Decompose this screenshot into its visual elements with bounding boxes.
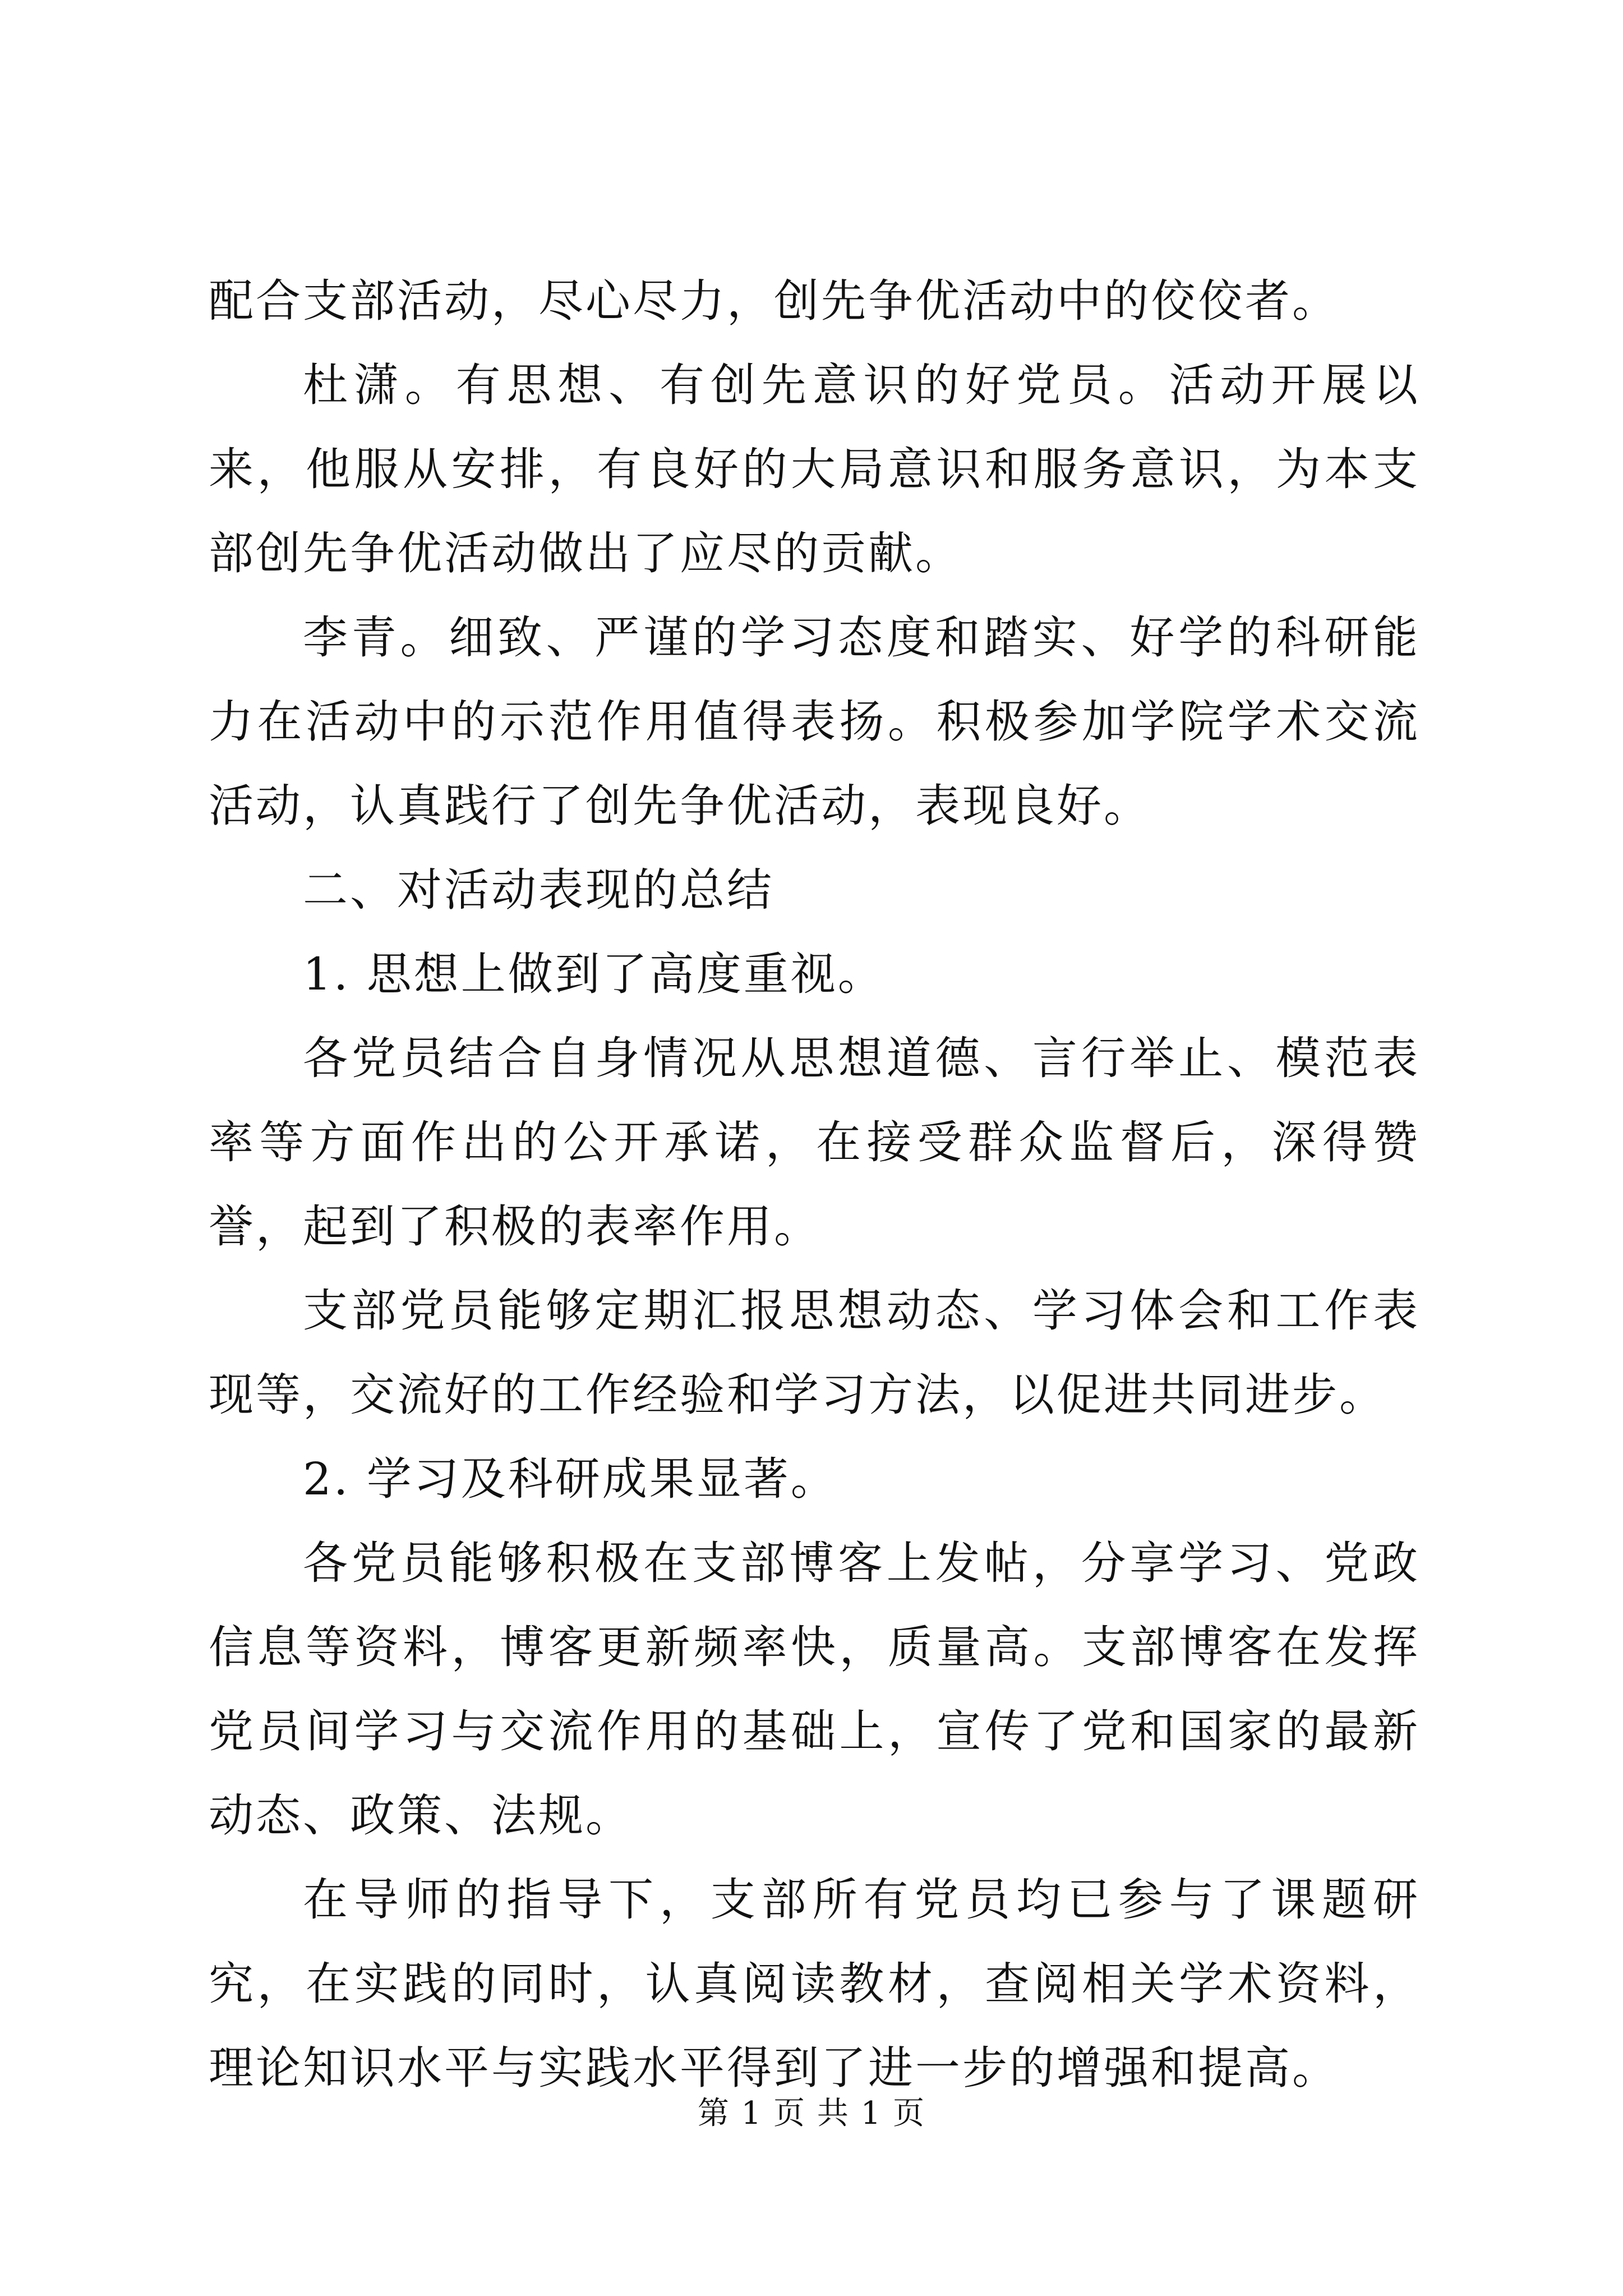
document-body bbox=[209, 259, 1420, 2110]
section-heading-2: 二、对活动表现的总结 bbox=[303, 864, 774, 916]
paragraph-3: 李青。细致、严谨的学习态度和踏实、好学的科研能力在活动中的示范作用值得表扬。积极参加学院学术交流活动，认真践行了创先争优活动，表现良好。 bbox=[209, 611, 1420, 832]
paragraph-2: 杜潇。有思想、有创先意识的好党员。活动开展以来，他服从安排，有良好的大局意识和服务意识，为本支部创先争优活动做出了应尽的贡献。 bbox=[209, 359, 1420, 579]
page-number-footer: 第 1 页 共 1 页 bbox=[697, 2095, 926, 2132]
paragraph-1: 配合支部活动，尽心尽力，创先争优活动中的佼佼者。 bbox=[209, 275, 1339, 327]
paragraph-6: 各党员能够积极在支部博客上发帖，分享学习、党政信息等资料，博客更新频率快，质量高。支部博客在发挥党员间学习与交流作用的基础上，宣传了党和国家的最新动态、政策、法规。 bbox=[209, 1537, 1420, 1842]
paragraph-7: 在导师的指导下，支部所有党员均已参与了课题研究，在实践的同时，认真阅读教材，查阅相关学术资料，理论知识水平与实践水平得到了进一步的增强和提高。 bbox=[209, 1874, 1420, 2094]
paragraph-5: 支部党员能够定期汇报思想动态、学习体会和工作表现等，交流好的工作经验和学习方法，以促进共同进步。 bbox=[209, 1285, 1420, 1421]
subheading-1: 1. 思想上做到了高度重视。 bbox=[303, 948, 885, 1000]
subheading-2: 2. 学习及科研成果显著。 bbox=[303, 1453, 838, 1505]
paragraph-4: 各党员结合自身情况从思想道德、言行举止、模范表率等方面作出的公开承诺，在接受群众监督后，深得赞誉，起到了积极的表率作用。 bbox=[209, 1032, 1420, 1253]
